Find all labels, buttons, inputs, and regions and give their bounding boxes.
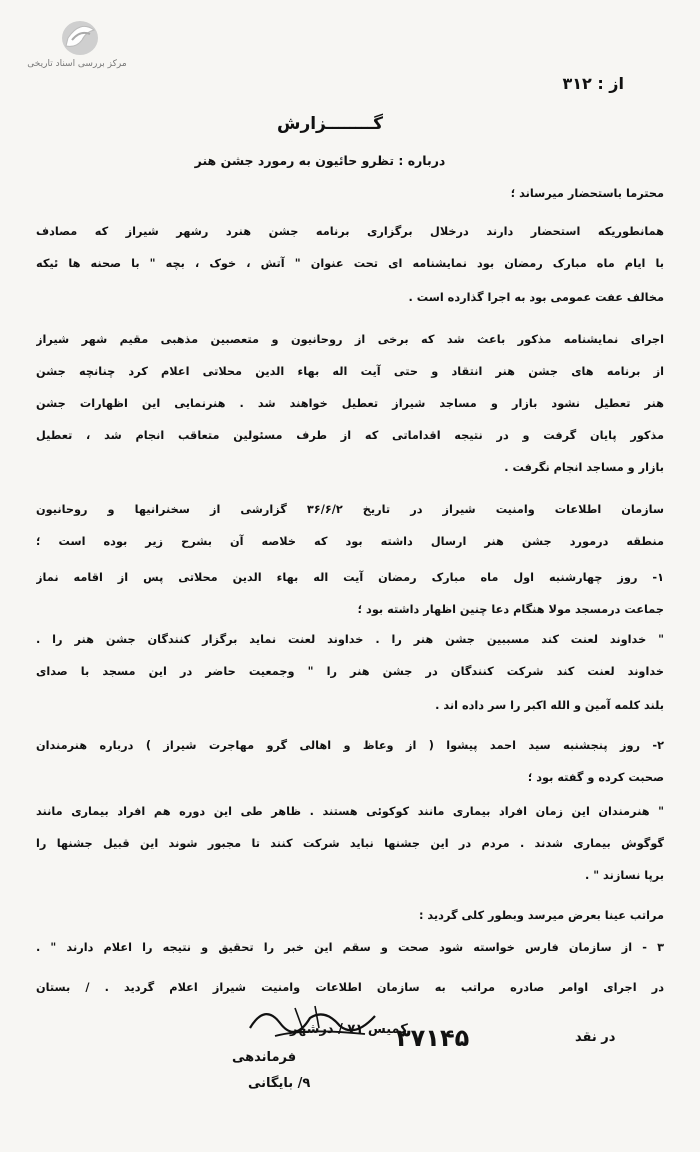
body-line: بلند کلمه آمین و الله اکبر را سر داده اند . <box>435 699 664 712</box>
body-line: همانطوریکه استحضار دارند درخلال برگزاری برنامه جشن هنرد رشهر شیراز که مصادف <box>36 225 664 238</box>
handwritten-note-4: در نقد <box>575 1030 616 1045</box>
body-line: برپا نسازند " . <box>585 869 664 882</box>
registration-number: ۳۷۱۴۵ <box>396 1024 470 1052</box>
body-line: ۱- روز چهارشنبه اول ماه مبارک رمضان آیت اله بهاء الدین محلاتی پس از اقامه نماز <box>36 571 664 584</box>
archive-logo-icon <box>58 18 100 58</box>
body-line: ۲- روز پنجشنبه سید احمد پیشوا ( از وعاظ و اهالی گرو مهاجرت شیراز ) درباره هنرمندان <box>36 739 664 752</box>
archive-logo-text: مرکز بررسی اسناد تاریخی <box>27 59 127 69</box>
body-line: " هنرمندان این زمان افراد بیماری مانند کوکوئی هستند . ظاهر طی این دوره هم افراد بیماری مانند <box>36 805 664 818</box>
greeting-line: محترما باستحضار میرساند ؛ <box>510 187 664 200</box>
body-line: منطقه درمورد جشن هنر ارسال داشته بود که خلاصه آن بشرح زیر بوده است ؛ <box>36 535 664 548</box>
handwritten-note-1: کمیس ۷۱ / درشهر <box>290 1022 408 1037</box>
document-subject: درباره : تظرو حائیون به رمورد جشن هنر <box>194 153 446 168</box>
body-line: خداوند لعنت کند شرکت کنندگان در جشن هنر را " وجمعیت حاضر در این مسجد با صدای <box>36 665 664 678</box>
archive-logo <box>18 18 136 78</box>
body-line: صحبت کرده و گفته بود ؛ <box>527 771 664 784</box>
document-title: گــــــــزارش <box>276 114 384 134</box>
body-line: هنر تعطیل نشود بازار و مساجد شیراز تعطیل خواهند شد . هنرنمایی این اظهارات جشن <box>36 397 664 410</box>
body-line: بازار و مساجد انجام نگرفت . <box>504 461 664 474</box>
body-line: مخالف عفت عمومی بود به اجرا گذارده است . <box>408 291 664 304</box>
body-line: سازمان اطلاعات وامنیت شیراز در تاریخ ۳۶/۶/۲ گزارشی از سخنرانیها و روحانیون <box>36 503 664 516</box>
body-line: گوگوش بیماری شدند . مردم در این جشنها نباید شرکت کنند تا مجبور شوند این قبیل جشنها را <box>36 837 664 850</box>
body-line: مذکور پایان گرفت و در نتیجه اقداماتی که از طرف مسئولین متعاقب انجام شد ، تعطیل <box>36 429 664 442</box>
body-line: جماعت درمسجد مولا هنگام دعا چنین اظهار داشته بود ؛ <box>357 603 664 616</box>
body-line: ۳ - از سازمان فارس خواسته شود صحت و سقم این خبر را تحقیق و نتیجه را اعلام دارند " . <box>36 941 664 954</box>
handwritten-note-2: فرماندهی <box>232 1050 297 1065</box>
body-line: " خداوند لعنت کند مسببین جشن هنر را . خداوند لعنت نماید برگزار کنندگان جشن هنر را . <box>36 633 664 646</box>
body-line: اجرای نمایشنامه مذکور باعث شد که برخی از روحانیون و متعصبین مذهبی مقیم شهر شیراز <box>36 333 664 346</box>
document-reference: از : ۳۱۲ <box>562 74 624 93</box>
body-line: از برنامه های جشن هنر انتقاد و حتی آیت اله بهاء الدین محلاتی اعلام کرد چنانچه جشن <box>36 365 664 378</box>
body-line: در اجرای اوامر صادره مراتب به سازمان اطلاعات وامنیت شیراز اعلام گردید . / بستان <box>36 981 664 994</box>
body-line: مراتب عینا بعرض میرسد وبطور کلی گردید : <box>418 909 664 922</box>
body-line: با ایام ماه مبارک رمضان بود نمایشنامه ای تحت عنوان " آتش ، خوک ، بچه " با صحنه ها ئیکه <box>36 257 664 270</box>
handwritten-note-3: ۹/ بایگانی <box>248 1076 311 1091</box>
